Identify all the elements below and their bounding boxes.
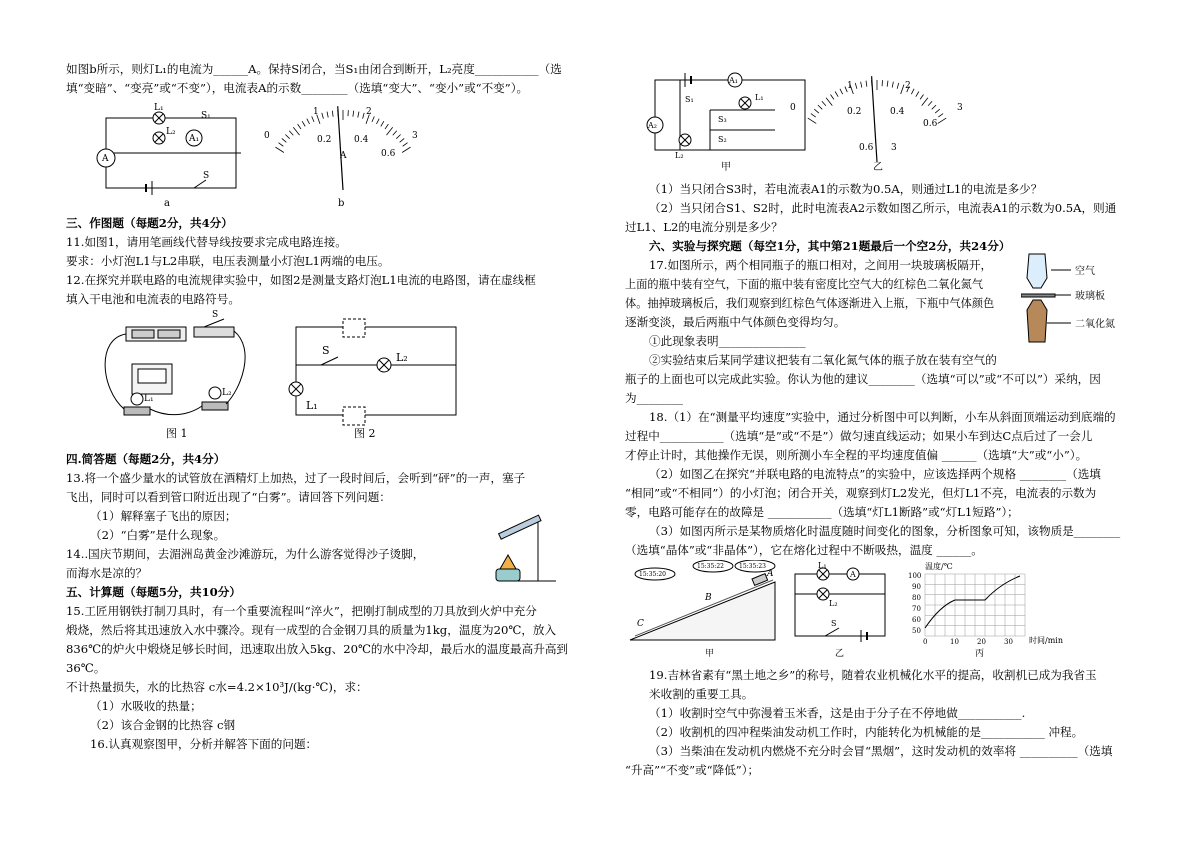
q17-line2: 上面的瓶中装有空气，下面的瓶中装有密度比空气大的红棕色二氧化氮气 <box>625 278 984 291</box>
dial-tick <box>332 111 333 117</box>
jia-label-S2: S₂ <box>718 135 727 144</box>
q17-line1: 17.如图所示，两个相同瓶子的瓶口相对，之间用一块玻璃板隔开， <box>649 258 993 272</box>
dial-tick <box>866 81 867 87</box>
q13-sub1: （1）解释塞子飞出的原因； <box>90 509 237 523</box>
q18-yi-A: A <box>850 570 856 579</box>
jia-label-L1: L₁ <box>755 93 764 102</box>
q18-3-line1: （3）如图丙所示是某物质熔化时温度随时间变化的图象，分析图象可知，该物质是________ <box>649 524 1121 538</box>
q16-sub2-line1: （2）当只闭合S1、S2时，此时电流表A2示数如图乙所示，电流表A1的示数为0.5A，则通 <box>649 201 1117 215</box>
q13-sub2: （2）“白雾”是什么现象。 <box>90 528 226 542</box>
graph-y-80: 80 <box>912 594 921 602</box>
q15-sub2: （2）该合金钢的比热容 c钢 <box>90 718 236 732</box>
label-A: A <box>102 154 109 164</box>
label-S1: S₁ <box>201 111 211 121</box>
gas-bottles-image <box>1021 248 1141 348</box>
slope-point-B: B <box>705 593 712 603</box>
q19-line1: 19.吉林省素有“黑土地之乡”的称号，随着农业机械化水平的提高，收割机已成为我省玉 <box>649 668 1097 682</box>
dial-tick <box>393 131 397 135</box>
q12-line1: 12.在探究并联电路的电流规律实验中，如图2是测量支路灯泡L1电流的电路图，请在虚线框 <box>66 273 536 287</box>
dial-tick <box>285 135 289 139</box>
fig2-label-S: S <box>322 344 330 357</box>
q18-1-line1: 18.（1）在“测量平均速度”实验中，通过分析图中可以判断，小车从斜面顶端运动到底端的 <box>649 410 1116 424</box>
dial-tick <box>897 83 899 89</box>
dial-tick <box>938 114 943 118</box>
jia-label-A2: A₂ <box>648 121 657 130</box>
label-glass-plate: 玻璃板 <box>1075 291 1105 302</box>
jia-label-S1: S₁ <box>685 95 694 104</box>
dial-tick <box>822 101 826 105</box>
dial-tick <box>282 138 287 142</box>
slope-point-A: A <box>767 569 774 579</box>
meter-b-tick-06: 0.6 <box>381 149 396 159</box>
meter-b-tick-3: 3 <box>412 131 418 141</box>
q19-sub1: （1）收割时空气中弥漫着玉米香，这是由于分子在不停地做___________. <box>649 706 1026 720</box>
fig1-label-S: S <box>212 310 219 320</box>
meter-b-tick-2: 2 <box>366 107 372 117</box>
dial-tick <box>901 85 904 94</box>
q16: 16.认真观察图甲，分析并解答下面的问题： <box>90 737 318 751</box>
dial-tick <box>358 112 359 118</box>
figure-2-caption: 图 2 <box>354 427 376 440</box>
fig-jia-caption: 甲 <box>721 162 731 173</box>
fig-q18-yi-caption: 乙 <box>835 649 845 659</box>
q17-sub2: ②实验结束后某同学建议把装有二氧化氮气体的瓶子放在装有空气的 <box>649 353 997 367</box>
dial-tick <box>932 105 936 109</box>
yi-tick-0: 0 <box>790 103 796 113</box>
figure-q18 <box>625 560 1145 660</box>
jia-label-S3: S₃ <box>718 115 727 124</box>
figure-1-caption: 图 1 <box>166 427 188 440</box>
section-6-heading: 六、实验与探究题（每空1分，其中第21题最后一个空2分，共24分） <box>649 239 1011 253</box>
figure-a-b <box>66 98 606 208</box>
dial-tick <box>928 101 932 105</box>
yi-tick-06: 0.6 <box>923 119 938 129</box>
fig-b-caption: b <box>338 198 345 208</box>
q19-line2: 米收割的重要工具。 <box>649 687 754 701</box>
dial-tick <box>307 119 310 124</box>
q17-sub2-line2: 瓶子的上面也可以完成此实验。你认为他的建议________（选填“可以”或“不可以”）采纳，因 <box>625 372 1101 386</box>
dial-tick <box>840 89 843 94</box>
graph-xlabel: 时间/min <box>1029 636 1063 645</box>
fig1-label-L1: L₁ <box>144 394 154 404</box>
dial-tick <box>327 112 328 118</box>
yi-tick-1: 1 <box>847 81 853 91</box>
dial-tick <box>302 121 305 126</box>
yi-term-3: 3 <box>891 143 897 153</box>
dial-tick <box>938 118 946 123</box>
q12-line2: 填入干电池和电流表的电路符号。 <box>66 292 240 306</box>
dial-tick <box>892 82 893 88</box>
q16-sub1: （1）当只闭合S3时，若电流表A1的示数为0.5A，则通过L1的电流是多少？ <box>649 182 1043 196</box>
q15-sub1: （1）水吸收的热量； <box>90 699 202 713</box>
fig-yi-caption: 乙 <box>873 162 883 173</box>
slope-point-C: C <box>637 619 644 629</box>
dial-tick <box>403 143 408 147</box>
q15-line3: 836℃的炉火中煅烧足够长时间，迅速取出放入5kg、20℃的水中冷却，最后水的温度最高升高到36℃。 <box>66 642 569 675</box>
dial-tick <box>922 98 928 106</box>
dial-needle <box>338 106 343 190</box>
q15-line2: 煅烧，然后将其迅速放入水中骤冷。现有一成型的合金钢刀具的质量为1kg，温度为20℃，放入 <box>66 623 557 637</box>
dial-tick <box>818 105 822 109</box>
meter-b-tick-04: 0.4 <box>354 135 369 145</box>
dial-tick <box>353 111 354 117</box>
q17-sub1: ①此现象表明_______________ <box>649 334 806 348</box>
dial-tick <box>811 114 816 118</box>
dial-tick <box>835 92 838 97</box>
yi-tick-3: 3 <box>957 103 963 113</box>
graph-x-0: 0 <box>923 638 928 646</box>
dial-tick <box>322 113 324 119</box>
fig2-label-L1: L₁ <box>306 399 318 412</box>
dial-tick <box>381 121 384 126</box>
dial-tick <box>911 89 914 94</box>
label-no2: 二氧化氮 <box>1075 319 1115 330</box>
slope-time-B: 15:35:23 <box>739 563 766 570</box>
fig-a-caption: a <box>164 198 170 208</box>
dial-tick <box>826 98 832 106</box>
dial-tick <box>298 124 301 129</box>
q11: 11.如图1，请用笔画线代替导线按要求完成电路连接。 <box>66 235 347 249</box>
dial-tick <box>402 147 410 152</box>
q13-line2: 飞出，同时可以看到管口附近出现了“白雾”。请回答下列问题： <box>66 490 391 504</box>
slope-time-C: 15:35:20 <box>639 571 666 578</box>
meter-b-tick-0: 0 <box>264 131 270 141</box>
fig-q18-jia-caption: 甲 <box>705 649 715 659</box>
q10-line1: 如图b所示，则灯L₁的电流为______A。保持S闭合，当S₁由闭合到断开，L₂亮度___________（选 <box>66 62 562 76</box>
dial-tick <box>830 94 833 99</box>
q18-2-line2: “相同”或“不相同”）的小灯泡；闭合开关，观察到灯L2发光，但灯L1不亮，电流表的示数为 <box>625 486 1097 500</box>
yi-tick-02: 0.2 <box>847 107 862 117</box>
graph-y-50: 50 <box>912 627 921 635</box>
graph-x-10: 10 <box>950 638 959 646</box>
dial-tick <box>916 92 919 97</box>
section-3-heading: 三、作图题（每题2分，共4分） <box>66 216 233 230</box>
q14-line1: 14..国庆节期间，去湄洲岛黄金沙滩游玩，为什么游客觉得沙子烫脚， <box>66 547 425 561</box>
label-L1: L₁ <box>154 103 164 113</box>
q18-3-line2: （选填“晶体”或“非晶体”），它在熔化过程中不断吸热，温度 ______。 <box>625 543 983 557</box>
q16-sub2-line2: 过L1、L2的电流分别是多少？ <box>625 220 783 234</box>
q13-line1: 13.将一个盛少量水的试管放在酒精灯上加热，过了一段时间后，会听到“砰”的一声，塞子 <box>66 471 526 485</box>
q18-2-line3: 零，电路可能存在的故障是 ___________（选填“灯L1断路”或“灯L1短路”）； <box>625 505 1019 519</box>
label-L2: L₂ <box>166 127 176 137</box>
label-S: S <box>203 171 210 181</box>
label-A1: A₁ <box>189 134 200 144</box>
dial-tick <box>363 113 365 119</box>
figure-1-2 <box>66 309 606 444</box>
dial-tick <box>275 147 283 152</box>
slope-time-A: 15:35:22 <box>697 563 724 570</box>
yi-term-06: 0.6 <box>859 143 874 153</box>
graph-x-20: 20 <box>977 638 986 646</box>
dial-tick <box>400 138 405 142</box>
q11-requirement: 要求：小灯泡L1与L2串联，电压表测量小灯泡L1两端的电压。 <box>66 254 390 268</box>
q14-line2: 而海水是凉的？ <box>66 566 148 580</box>
graph-y-60: 60 <box>912 616 921 624</box>
q10-line2: 填“变暗”、“变亮”或“不变”），电流表A的示数________（选填“变大”、“变小”或“不变”）。 <box>66 81 529 95</box>
dial-tick <box>887 81 888 87</box>
dial-tick <box>376 119 379 124</box>
q18-2-line1: （2）如图乙在探究“并联电路的电流特点”的实验中，应该选择两个规格 ________（选填 <box>649 467 1101 481</box>
graph-y-100: 100 <box>908 572 922 580</box>
graph-y-90: 90 <box>912 583 921 591</box>
q15-line1: 15.工匠用钢铁打制刀具时，有一个重要流程叫“淬火”，把刚打制成型的刀具放到火炉中充分 <box>66 604 537 618</box>
melting-curve <box>925 576 1020 628</box>
label-air: 空气 <box>1075 266 1095 277</box>
section-5-heading: 五、计算题（每题5分，共10分） <box>66 585 241 599</box>
test-tube-lamp-image <box>478 511 558 583</box>
dial-tick <box>935 109 940 113</box>
q17-line3: 体。抽掉玻璃板后，我们观察到红棕色气体逐渐进入上瓶，下瓶中气体颜色 <box>625 297 995 310</box>
dial-tick <box>386 127 392 135</box>
yi-tick-04: 0.4 <box>890 107 905 117</box>
dial-tick <box>814 109 819 113</box>
graph-ylabel: 温度/℃ <box>925 562 953 571</box>
meter-b-tick-1: 1 <box>313 107 319 117</box>
right-column <box>625 70 1145 780</box>
graph-y-70: 70 <box>912 605 921 613</box>
dial-tick <box>289 131 293 135</box>
meter-b-tick-02: 0.2 <box>317 135 332 145</box>
dial-tick <box>372 116 374 122</box>
q18-yi-S: S <box>831 619 837 628</box>
graph-x-30: 30 <box>1004 638 1013 646</box>
q18-yi-L2: L₂ <box>829 599 838 608</box>
dial-tick <box>293 127 299 135</box>
dial-tick <box>278 143 283 147</box>
fig-bing-caption: 丙 <box>975 649 985 659</box>
q17-sub2-line3: 为________ <box>625 391 683 405</box>
melting-graph <box>925 574 1025 636</box>
dial-tick <box>855 83 857 89</box>
fig1-label-L2: L₂ <box>222 388 232 398</box>
jia-label-A1: A₁ <box>729 76 738 85</box>
figure-jia-yi <box>625 70 1145 174</box>
dial-tick <box>808 118 816 123</box>
q15-line4: 不计热量损失，水的比热容 c水=4.2×10³J/(kg·℃)，求： <box>66 680 368 694</box>
dial-tick <box>396 135 400 139</box>
dial-tick <box>861 82 862 88</box>
q17-line4: 逐渐变淡，最后两瓶中气体颜色变得均匀。 <box>625 315 846 329</box>
dial-tick <box>385 124 388 129</box>
dial-tick <box>920 94 923 99</box>
q18-1-line3: 才停止计时，其他操作无误，则所测小车全程的平均速度值偏 ______（选填“大”或“小”）。 <box>625 448 1088 462</box>
fig2-label-L2: L₂ <box>396 351 408 364</box>
q19-sub2: （2）收割机的四冲程柴油发动机工作时，内能转化为机械能的是___________ 冲程。 <box>649 725 1084 739</box>
meter-b-unit: A <box>340 151 347 161</box>
q19-sub3-line1: （3）当柴油在发动机内燃烧不充分时会冒“黑烟”，这时发动机的效率将 __________（选填 <box>649 744 1113 758</box>
q18-yi-L1: L₁ <box>818 561 827 570</box>
yi-tick-2: 2 <box>905 81 911 91</box>
section-4-heading: 四.简答题（每题2分，共4分） <box>66 452 226 466</box>
jia-label-L2: L₂ <box>675 151 684 160</box>
left-column <box>66 60 606 754</box>
q19-sub3-line2: “升高”“不变”或“降低”）； <box>625 763 760 777</box>
dial-tick <box>312 116 314 122</box>
q18-1-line2: 过程中___________（选填“是”或“不是”）做匀速直线运动；如果小车到达C点后过了一会儿 <box>625 429 1093 443</box>
